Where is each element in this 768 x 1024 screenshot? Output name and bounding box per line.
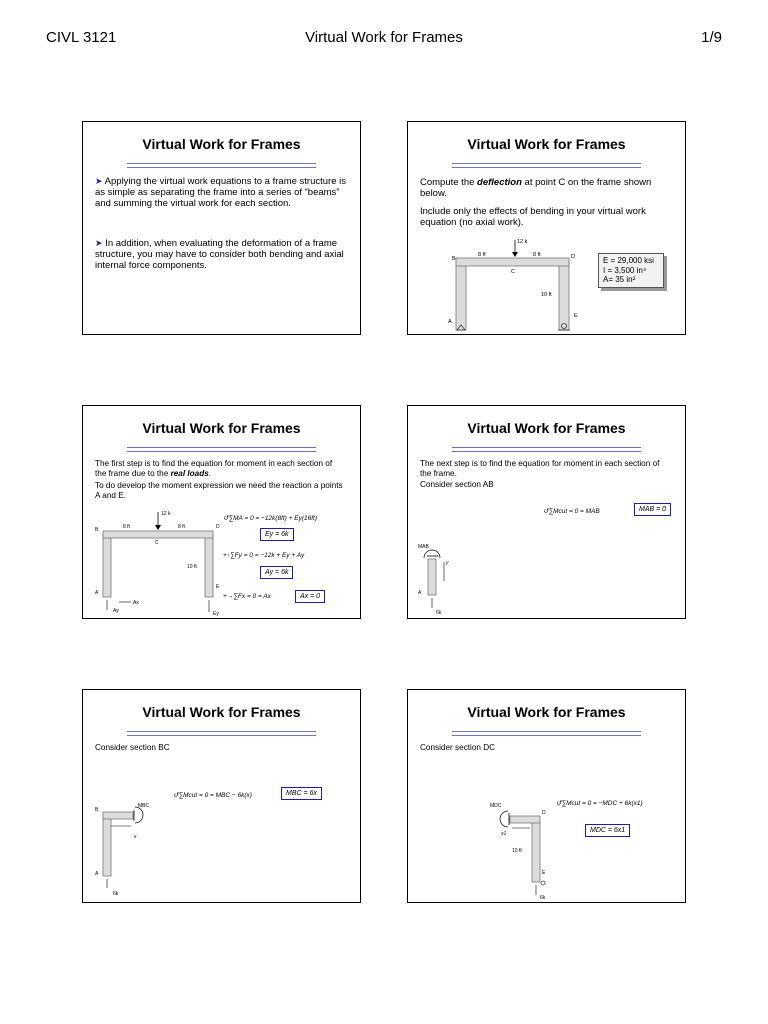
svg-text:10 ft: 10 ft: [512, 848, 522, 854]
frame-diagram: [83, 406, 361, 619]
svg-text:8 ft: 8 ft: [178, 524, 185, 530]
slide-2: [407, 121, 686, 335]
slide-title: Virtual Work for Frames: [142, 136, 301, 152]
slide-title: Virtual Work for Frames: [467, 704, 626, 720]
slide-4: [407, 405, 686, 619]
svg-text:Ax: Ax: [133, 600, 139, 606]
result-box: MBC = 6x: [281, 787, 322, 800]
svg-text:8 ft: 8 ft: [478, 252, 486, 258]
svg-text:E: E: [542, 870, 546, 876]
moment-equation: ↺∑Mcut = 0 = −MDC + 6k(x1): [556, 800, 643, 807]
title-divider: [127, 167, 316, 168]
svg-text:MDC: MDC: [490, 803, 502, 809]
section-label: Consider section AB: [420, 480, 494, 489]
result-box: MAB = 0: [634, 503, 671, 516]
svg-text:A: A: [448, 319, 452, 325]
svg-text:6k: 6k: [540, 895, 546, 901]
vertical-equilibrium-equation: +↑∑Fy = 0 = −12k + Ey + Ay: [223, 552, 305, 559]
result-box: Ax = 0: [295, 590, 325, 603]
svg-text:MAB: MAB: [418, 544, 429, 550]
section-label: Consider section DC: [420, 743, 496, 752]
arrow-bullet-icon: ➤: [95, 176, 103, 186]
svg-text:D: D: [542, 810, 546, 816]
document-title: Virtual Work for Frames: [305, 29, 463, 46]
horizontal-equilibrium-equation: +→∑Fx = 0 = Ax: [223, 593, 271, 600]
section-dc-diagram: [408, 690, 686, 903]
svg-text:6k: 6k: [113, 891, 119, 897]
svg-text:6k: 6k: [436, 610, 442, 616]
slide-5: [82, 689, 361, 903]
svg-text:8 ft: 8 ft: [123, 524, 130, 530]
section-label: Consider section BC: [95, 743, 170, 752]
slide-title: Virtual Work for Frames: [467, 136, 626, 152]
slide-title: Virtual Work for Frames: [142, 420, 301, 436]
moment-equation: ↺∑MA = 0 = −12k(8ft) + Ey(16ft): [223, 515, 318, 522]
svg-text:A: A: [95, 871, 99, 877]
svg-text:MBC: MBC: [138, 803, 150, 809]
slide-title: Virtual Work for Frames: [142, 704, 301, 720]
svg-text:C: C: [511, 269, 515, 275]
page-number: 1/9: [701, 29, 722, 46]
moment-equation: ↺∑Mcut = 0 = MBC − 6k(x): [173, 792, 252, 799]
svg-text:B: B: [95, 807, 99, 813]
step-text: The next step is to find the equation for moment in each section of the frame.: [420, 459, 660, 478]
bullet-text: Applying the virtual work equations to a frame structure is as simple as separating the frame into a series of “beams” and summing the virtual work for each section.: [95, 176, 346, 209]
slide-1: [82, 121, 361, 335]
frame-diagram: [408, 122, 686, 335]
section-ab-diagram: [408, 406, 686, 619]
section-bc-diagram: [83, 690, 361, 903]
problem-note: Include only the effects of bending in your virtual work equation (no axial work).: [420, 206, 646, 228]
svg-text:10 ft: 10 ft: [187, 564, 197, 570]
svg-text:x1: x1: [501, 831, 507, 837]
svg-text:x: x: [134, 834, 137, 840]
result-box: Ey = 6k: [260, 528, 294, 541]
bullet-2: [95, 238, 347, 271]
svg-text:D: D: [571, 254, 575, 260]
material-properties: E = 29,000 ksi I = 3,500 in⁴ A= 35 in²: [598, 253, 664, 288]
svg-text:A: A: [418, 590, 422, 596]
step-note: To do develop the moment expression we need the reaction a points A and E.: [95, 481, 343, 500]
problem-statement: Compute the deflection at point C on the frame shown below.: [420, 177, 652, 199]
svg-text:y: y: [446, 560, 449, 566]
slide-3: [82, 405, 361, 619]
svg-text:B: B: [95, 527, 99, 533]
svg-text:8 ft: 8 ft: [533, 252, 541, 258]
svg-text:A: A: [95, 590, 99, 596]
arrow-bullet-icon: ➤: [95, 238, 103, 248]
moment-equation: ↺∑Mcut = 0 = MAB: [543, 508, 600, 515]
slide-6: [407, 689, 686, 903]
bullet-text: In addition, when evaluating the deformation of a frame structure, you may have to consider both bending and axial internal force components.: [95, 238, 344, 271]
result-box: MDC = 6x1: [585, 824, 630, 837]
bullet-1: [95, 176, 347, 209]
course-code: CIVL 3121: [46, 29, 117, 46]
slide-title: Virtual Work for Frames: [467, 420, 626, 436]
svg-text:E: E: [216, 584, 220, 590]
title-divider: [127, 163, 316, 164]
step-text: The first step is to find the equation for moment in each section of the frame due to the real loads.: [95, 459, 333, 478]
svg-text:10 ft: 10 ft: [541, 292, 552, 298]
svg-text:C: C: [155, 540, 159, 546]
svg-text:B: B: [452, 256, 456, 262]
svg-text:Ey: Ey: [213, 611, 219, 617]
load-label: 12 k: [517, 239, 528, 245]
svg-text:E: E: [574, 313, 578, 319]
svg-text:Ay: Ay: [113, 608, 119, 614]
svg-text:D: D: [216, 524, 220, 530]
result-box: Ay = 6k: [260, 566, 293, 579]
svg-text:12 k: 12 k: [161, 511, 171, 517]
